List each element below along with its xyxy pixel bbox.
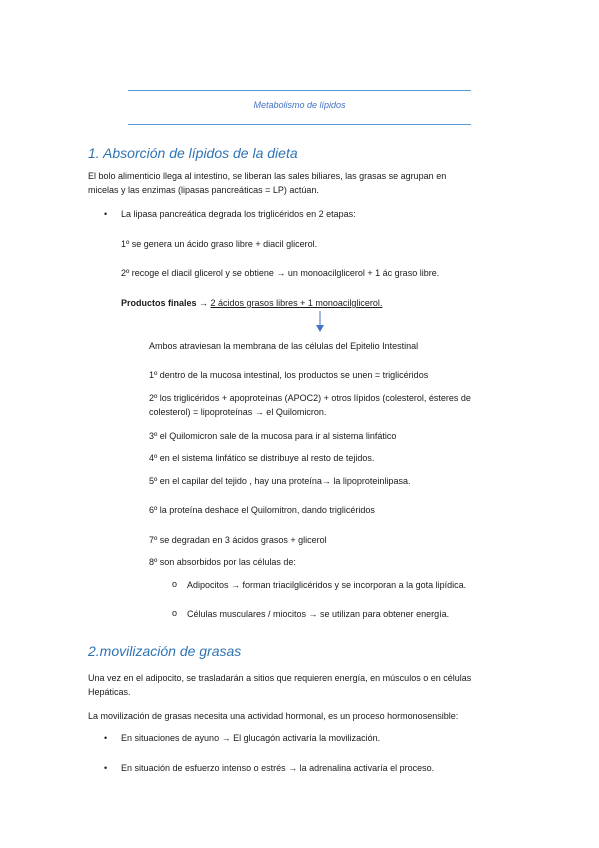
section-2-para1-line2: Hepáticas.	[88, 687, 131, 697]
down-arrow-icon	[314, 311, 326, 333]
stage-6: 6º la proteína deshace el Quilomitron, dando triglicéridos	[149, 505, 375, 515]
bullet-icon: •	[104, 763, 108, 773]
fasting-bullet: En situaciones de ayuno → El glucagón activaría la movilización.	[121, 733, 381, 743]
section-2-para2: La movilización de grasas necesita una actividad hormonal, es un proceso hormonosensible:	[88, 711, 459, 721]
section-2-para1-line1: Una vez en el adipocito, se trasladarán a sitios que requieren energía, en músculos o en células	[88, 673, 472, 683]
epithelium-line: Ambos atraviesan la membrana de las células del Epitelio Intestinal	[149, 341, 419, 351]
stage-2-line1: 2º los triglicéridos + apoproteínas (APOC2) + otros lípidos (colesterol, ésteres de	[149, 393, 471, 403]
final-products-line	[121, 296, 382, 310]
step-1: 1º se genera un ácido graso libre + diacil glicerol.	[121, 239, 318, 249]
stage-1: 1º dentro de la mucosa intestinal, los productos se unen = triglicéridos	[149, 370, 429, 380]
bullet-icon: •	[104, 733, 108, 743]
stage-8: 8º son absorbidos por las células de:	[149, 557, 296, 567]
sub-bullet-icon: o	[172, 608, 178, 618]
header-bottom-rule	[128, 124, 471, 125]
stage-4: 4º en el sistema linfático se distribuye al resto de tejidos.	[149, 453, 375, 463]
section-2-heading: 2.movilización de grasas	[88, 643, 242, 659]
sub-bullet-icon: o	[172, 579, 178, 589]
section-1-intro-line1: El bolo alimenticio llega al intestino, se liberan las sales biliares, las grasas se agrupan en	[88, 171, 447, 181]
document-title: Metabolismo de lípidos	[253, 100, 346, 110]
step-2: 2º recoge el diacil glicerol y se obtiene → un monoacilglicerol + 1 ác graso libre.	[121, 268, 440, 278]
stage-2-line2: colesterol) = lipoproteínas → el Quilomicron.	[149, 407, 327, 417]
bullet-icon: •	[104, 209, 108, 219]
adipocytes-item: Adipocitos → forman triacilglicéridos y se incorporan a la gota lipídica.	[187, 580, 467, 590]
stage-5: 5º en el capilar del tejido , hay una proteína→ la lipoproteinlipasa.	[149, 476, 411, 486]
final-products-value: 2 ácidos grasos libres + 1 monoacilglicerol.	[210, 298, 383, 308]
section-1-heading: 1. Absorción de lípidos de la dieta	[88, 145, 298, 161]
final-products-label: Productos finales	[121, 298, 197, 308]
lipase-bullet-text: La lipasa pancreática degrada los triglicéridos en 2 etapas:	[121, 209, 356, 219]
section-1-intro-line2: micelas y las enzimas (lipasas pancreáticas = LP) actúan.	[88, 185, 319, 195]
stage-7: 7º se degradan en 3 ácidos grasos + glicerol	[149, 535, 327, 545]
header-top-rule	[128, 90, 471, 91]
muscle-cells-item: Células musculares / miocitos → se utilizan para obtener energía.	[187, 609, 450, 619]
final-products-arrow: →	[196, 298, 211, 308]
stress-bullet: En situación de esfuerzo intenso o estrés → la adrenalina activaría el proceso.	[121, 763, 435, 773]
stage-3: 3º el Quilomicron sale de la mucosa para ir al sistema linfático	[149, 431, 397, 441]
